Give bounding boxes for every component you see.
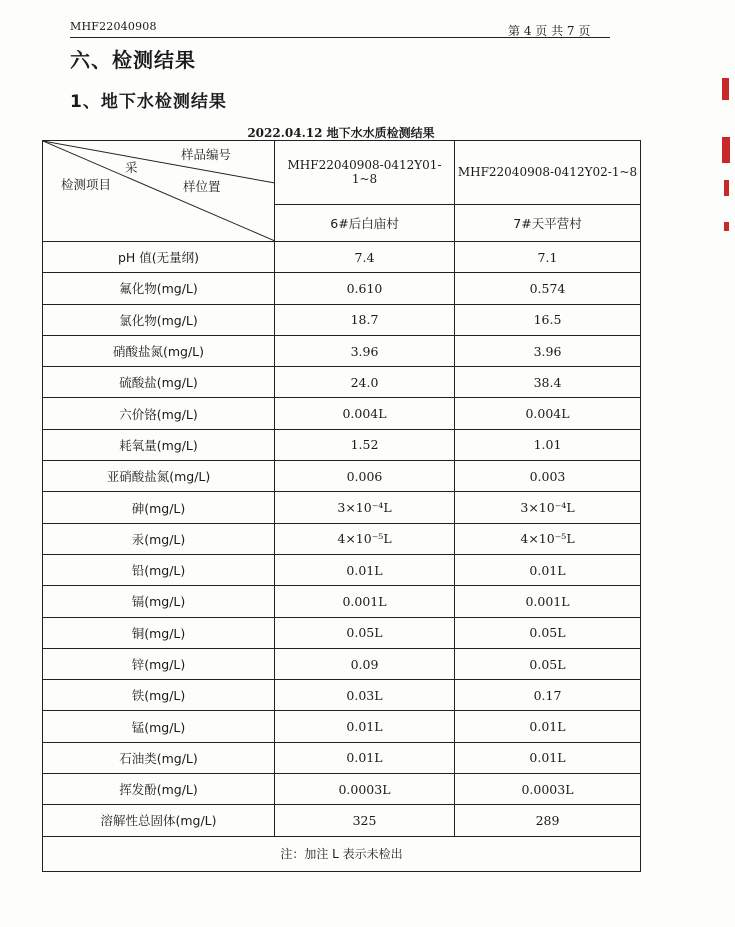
row-item-label: 砷(mg/L) [43, 492, 275, 523]
row-value-2: 0.05L [455, 648, 641, 679]
table-row [43, 680, 641, 711]
row-value-2: 0.001L [455, 586, 641, 617]
table-row [43, 367, 641, 398]
row-item-label: 亚硝酸盐氮(mg/L) [43, 461, 275, 492]
row-value-1: 3×10⁻⁴L [275, 492, 455, 523]
header-rule [70, 37, 610, 38]
row-value-1: 325 [275, 805, 455, 836]
row-item-label: 硫酸盐(mg/L) [43, 367, 275, 398]
row-value-1: 0.01L [275, 742, 455, 773]
row-value-2: 3×10⁻⁴L [455, 492, 641, 523]
row-item-label: 锰(mg/L) [43, 711, 275, 742]
row-value-1: 0.05L [275, 617, 455, 648]
red-mark-1 [722, 78, 729, 100]
row-value-2: 38.4 [455, 367, 641, 398]
row-item-label: 铜(mg/L) [43, 617, 275, 648]
table-row [43, 774, 641, 805]
table-row [43, 805, 641, 836]
red-mark-4 [724, 222, 729, 231]
table-row [43, 711, 641, 742]
table-row [43, 335, 641, 366]
table-row [43, 523, 641, 554]
row-value-2: 1.01 [455, 429, 641, 460]
row-value-1: 0.610 [275, 273, 455, 304]
row-value-1: 24.0 [275, 367, 455, 398]
corner-sample-loc: 样位置 [183, 179, 221, 194]
table-row [43, 617, 641, 648]
row-value-2: 0.01L [455, 554, 641, 585]
table-row [43, 429, 641, 460]
table-row [43, 492, 641, 523]
row-value-2: 16.5 [455, 304, 641, 335]
table-row [43, 554, 641, 585]
corner-cai: 采 [125, 160, 138, 175]
table-corner-cell [43, 141, 275, 242]
row-value-1: 0.006 [275, 461, 455, 492]
row-item-label: 氟化物(mg/L) [43, 273, 275, 304]
table-note: 注：加注 L 表示未检出 [43, 836, 641, 871]
table-row [43, 242, 641, 273]
row-value-1: 0.01L [275, 554, 455, 585]
row-item-label: 六价铬(mg/L) [43, 398, 275, 429]
row-value-2: 0.0003L [455, 774, 641, 805]
results-table [42, 140, 641, 872]
section-title: 六、检测结果 [70, 48, 196, 72]
sample-id-2: MHF22040908-0412Y02-1~8 [455, 141, 641, 205]
row-value-1: 18.7 [275, 304, 455, 335]
table-row [43, 648, 641, 679]
corner-item: 检测项目 [61, 177, 112, 192]
row-value-1: 0.03L [275, 680, 455, 711]
red-mark-3 [724, 180, 729, 196]
row-value-2: 0.17 [455, 680, 641, 711]
row-item-label: 铅(mg/L) [43, 554, 275, 585]
report-id: MHF22040908 [70, 20, 157, 33]
row-item-label: 挥发酚(mg/L) [43, 774, 275, 805]
row-value-2: 0.05L [455, 617, 641, 648]
row-value-1: 0.004L [275, 398, 455, 429]
row-item-label: 锌(mg/L) [43, 648, 275, 679]
row-value-2: 7.1 [455, 242, 641, 273]
row-item-label: 石油类(mg/L) [43, 742, 275, 773]
row-value-1: 0.09 [275, 648, 455, 679]
row-item-label: 耗氧量(mg/L) [43, 429, 275, 460]
data-rows [43, 242, 641, 837]
row-value-1: 3.96 [275, 335, 455, 366]
subsection-title: 1、地下水检测结果 [70, 92, 227, 112]
row-item-label: pH 值(无量纲) [43, 242, 275, 273]
row-item-label: 硝酸盐氮(mg/L) [43, 335, 275, 366]
row-value-2: 0.004L [455, 398, 641, 429]
red-mark-2 [722, 137, 730, 163]
row-value-2: 289 [455, 805, 641, 836]
row-item-label: 汞(mg/L) [43, 523, 275, 554]
table-row [43, 304, 641, 335]
row-item-label: 镉(mg/L) [43, 586, 275, 617]
row-item-label: 铁(mg/L) [43, 680, 275, 711]
row-value-1: 0.0003L [275, 774, 455, 805]
table-caption: 2022.04.12 地下水水质检测结果 [247, 126, 435, 140]
row-value-1: 0.001L [275, 586, 455, 617]
row-value-2: 3.96 [455, 335, 641, 366]
table-row [43, 461, 641, 492]
row-item-label: 氯化物(mg/L) [43, 304, 275, 335]
row-value-2: 0.01L [455, 711, 641, 742]
row-value-1: 7.4 [275, 242, 455, 273]
row-value-1: 1.52 [275, 429, 455, 460]
row-item-label: 溶解性总固体(mg/L) [43, 805, 275, 836]
location-2: 7#天平营村 [455, 204, 641, 241]
row-value-2: 0.01L [455, 742, 641, 773]
location-1: 6#后白庙村 [275, 204, 455, 241]
row-value-1: 0.01L [275, 711, 455, 742]
table-row [43, 273, 641, 304]
table-row [43, 742, 641, 773]
sample-id-1: MHF22040908-0412Y01-1~8 [275, 141, 455, 205]
row-value-2: 0.003 [455, 461, 641, 492]
row-value-1: 4×10⁻⁵L [275, 523, 455, 554]
page-info: 第 4 页 共 7 页 [508, 24, 591, 38]
corner-sample-no: 样品编号 [181, 147, 232, 162]
table-row [43, 398, 641, 429]
table-row [43, 586, 641, 617]
row-value-2: 4×10⁻⁵L [455, 523, 641, 554]
row-value-2: 0.574 [455, 273, 641, 304]
